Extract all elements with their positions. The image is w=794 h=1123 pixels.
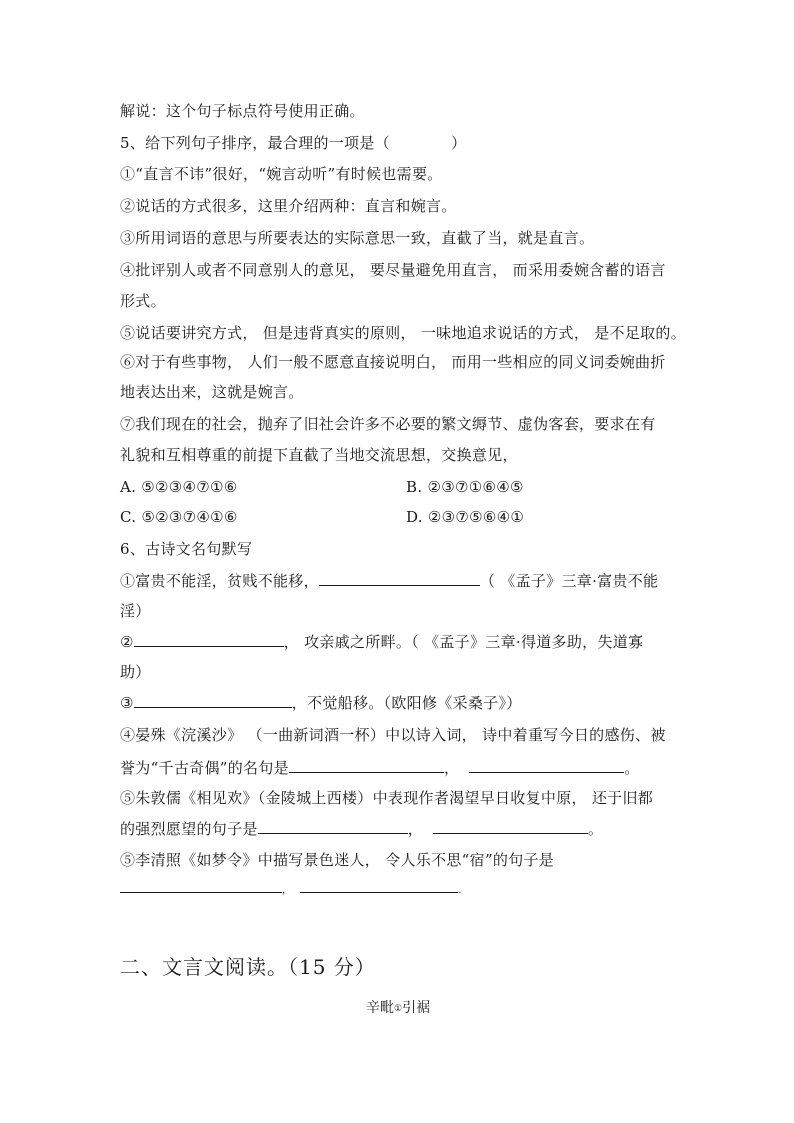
q5-item-4: ④批评别人或者不同意别人的意见， 要尽量避免用直言， 而采用委婉含蓄的语言 <box>120 261 666 279</box>
answer-blank-6a[interactable] <box>120 882 282 893</box>
answer-blank-5b[interactable] <box>433 819 588 834</box>
q5-item-1: ①“直言不讳”很好，“婉言动听”有时候也需要。 <box>120 165 443 183</box>
q6-line-6-cont: ， . <box>120 881 462 901</box>
q6-line-2-cont: 助） <box>120 663 151 681</box>
option-b[interactable]: B. ②③⑦①⑥④⑤ <box>406 478 524 496</box>
q5-item-7: ⑦我们现在的社会，抛弃了旧社会许多不必要的繁文缛节、虚伪客套，要求在有 <box>120 415 656 433</box>
answer-blank-1[interactable] <box>319 571 480 586</box>
q6-line-5: ⑤朱敦儒《相见欢》（金陵城上西楼）中表现作者渴望早日收复中原， 还于旧都 <box>120 789 654 807</box>
answer-blank-4b[interactable] <box>469 758 624 773</box>
passage-title: 辛毗①引裾 <box>366 1000 431 1016</box>
section-2-heading: 二、文言文阅读。（15 分） <box>120 955 376 979</box>
option-d[interactable]: D. ②③⑦⑤⑥④① <box>406 508 525 526</box>
q5-options-row-2 <box>120 507 525 527</box>
answer-blank-2[interactable] <box>134 632 284 647</box>
q5-item-7-cont: 礼貌和互相尊重的前提下直截了当地交流思想，交换意见， <box>120 446 518 464</box>
q5-item-4-cont: 形式。 <box>120 292 166 310</box>
q5-item-2: ②说话的方式很多，这里介绍两种：直言和婉言。 <box>120 197 457 215</box>
answer-blank-6b[interactable] <box>300 882 458 893</box>
q4-explanation: 解说：这个句子标点符号使用正确。 <box>120 102 365 120</box>
q5-stem: 5、给下列句子排序，最合理的一项是（ ） <box>120 134 467 152</box>
q6-line-3: ③ ，不觉船移。（欧阳修《采桑子》） <box>120 694 522 712</box>
q5-item-6: ⑥对于有些事物， 人们一般不愿意直接说明白， 而用一些相应的同义词委婉曲折 <box>120 353 666 371</box>
q6-line-4: ④晏殊《浣溪沙》 （一曲新词酒一杯）中以诗入词， 诗中着重写今日的感伤、被 <box>120 726 666 744</box>
q6-line-4-cont: 誉为“千古奇偶”的名句是 ， 。 <box>120 759 640 777</box>
q6-line-6: ⑤李清照《如梦令》中描写景色迷人， 令人乐不思“宿”的句子是 <box>120 851 555 869</box>
q5-item-5: ⑤说话要讲究方式， 但是违背真实的原则， 一味地追求说话的方式， 是不足取的。 <box>120 324 687 342</box>
q6-line-1-cont: 淫） <box>120 602 151 620</box>
option-a[interactable]: A. ⑤②③④⑦①⑥ <box>120 478 238 496</box>
option-c[interactable]: C. ⑤②③⑦④①⑥ <box>120 508 238 526</box>
q6-line-5-cont: 的强烈愿望的句子是 ， 。 <box>120 820 604 838</box>
q6-line-1: ①富贵不能淫，贫贱不能移， （ 《孟子》三章·富贵不能 <box>120 572 659 590</box>
q6-line-2: ② ， 攻亲戚之所畔。（ 《孟子》三章·得道多助，失道寡 <box>120 633 644 651</box>
q5-item-6-cont: 地表达出来，这就是婉言。 <box>120 383 304 401</box>
answer-blank-5a[interactable] <box>258 819 408 834</box>
answer-blank-3[interactable] <box>134 693 292 708</box>
footnote-marker: ① <box>394 1004 403 1014</box>
q5-options-row-1 <box>120 477 524 497</box>
answer-blank-4a[interactable] <box>289 758 444 773</box>
q6-title: 6、古诗文名句默写 <box>120 540 253 558</box>
q5-item-3: ③所用词语的意思与所要表达的实际意思一致，直截了当，就是直言。 <box>120 229 595 247</box>
